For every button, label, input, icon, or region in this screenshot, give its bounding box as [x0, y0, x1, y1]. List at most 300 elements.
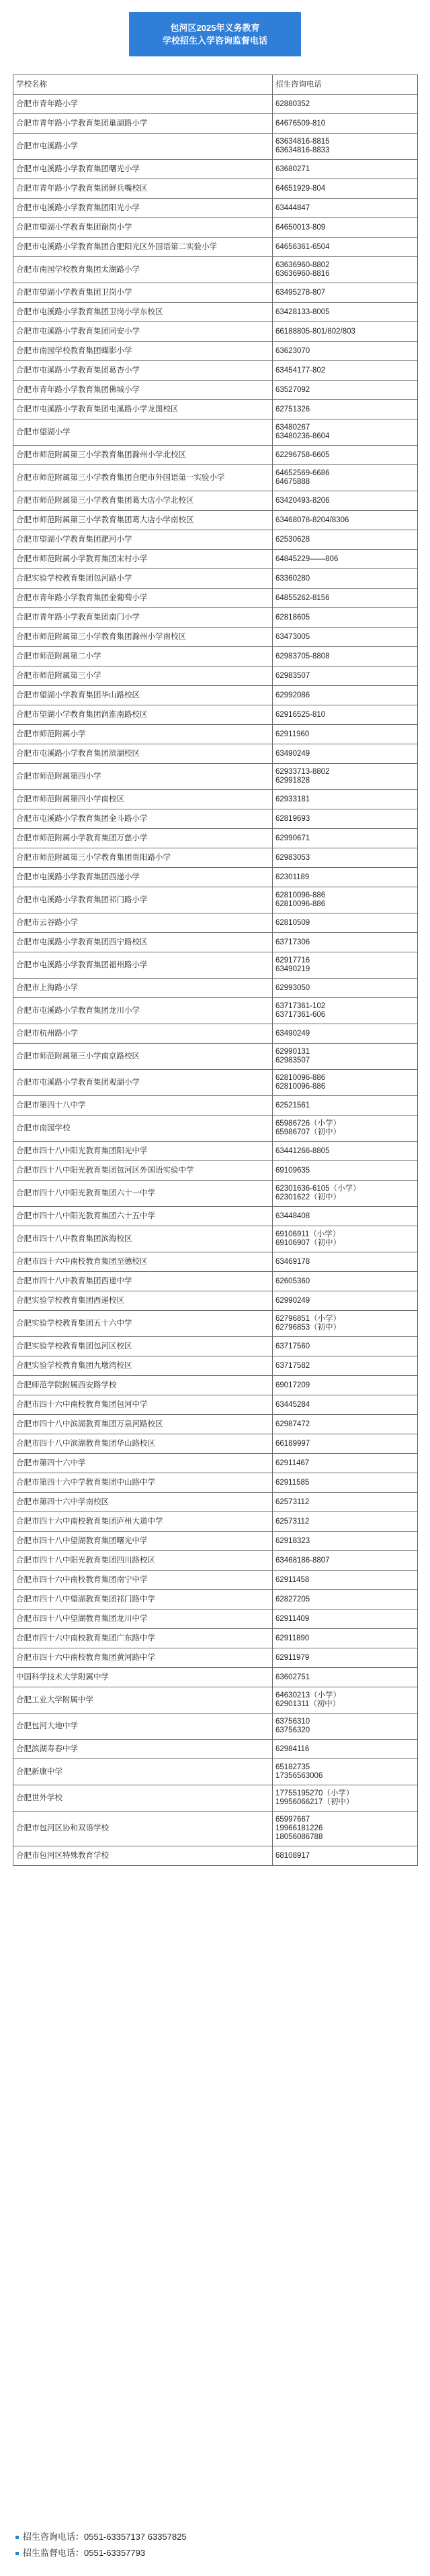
school-name-cell: 合肥市包河区特殊教育学校 [13, 1846, 273, 1866]
table-row [13, 1785, 418, 1812]
school-name-cell: 合肥市望湖小学 [13, 419, 273, 446]
phone-number: 65182735 [275, 1763, 310, 1771]
phone-cell [273, 1812, 418, 1846]
phone-number: 63756310 [275, 1718, 310, 1726]
phone-number: 64845229——806 [275, 554, 339, 563]
table-row [13, 1648, 418, 1668]
school-name-cell: 合肥市四十八中教育集团滨海校区 [13, 1226, 273, 1252]
school-name-cell: 合肥实验学校教育集团西递校区 [13, 1291, 273, 1311]
school-name-cell: 合肥市四十六中南校教育集团庐州大道中学 [13, 1512, 273, 1532]
table-row [13, 913, 418, 933]
table-row [13, 1512, 418, 1532]
phone-number: 62810096-886 [275, 1083, 326, 1091]
table-row [13, 342, 418, 361]
phone-cell [273, 1044, 418, 1070]
table-row [13, 647, 418, 666]
table-row [13, 465, 418, 491]
phone-cell [273, 1395, 418, 1415]
school-name-cell: 合肥市云谷路小学 [13, 913, 273, 933]
phone-number: 63636960-8802 [275, 261, 330, 269]
school-name-cell: 合肥市师范附属第三小学教育集团贵阳路小学 [13, 848, 273, 868]
title-line-2: 学校招生入学咨询监督电话 [162, 36, 267, 46]
table-row [13, 1714, 418, 1740]
consult-numbers: 0551-63357137 63357825 [84, 2532, 187, 2542]
phone-number: 62301189 [275, 873, 310, 881]
school-name-cell: 合肥市南园学校 [13, 1116, 273, 1142]
school-name-cell: 合肥市四十八中阳光教育集团包河区外国语实验中学 [13, 1161, 273, 1181]
table-row [13, 283, 418, 303]
table-row [13, 868, 418, 887]
table-row [13, 1207, 418, 1226]
phone-number: 62991828 [275, 777, 310, 785]
phone-cell [273, 1759, 418, 1785]
phone-number: 63448408 [275, 1211, 310, 1220]
phone-cell [273, 1551, 418, 1571]
phone-number: 62301636-6105（小学） [275, 1185, 361, 1193]
phone-number: 69106911（小学） [275, 1230, 341, 1238]
table-row [13, 666, 418, 686]
table-row [13, 1609, 418, 1629]
phone-number: 62918323 [275, 1536, 310, 1545]
phone-number: 64652569-6686 [275, 469, 330, 477]
footer-contacts [15, 2529, 187, 2561]
phone-number: 63717582 [275, 1361, 310, 1370]
table-row [13, 1846, 418, 1866]
school-name-cell: 合肥市青年路小学教育集团巢湖路小学 [13, 114, 273, 134]
table-row [13, 530, 418, 550]
phone-number: 69017209 [275, 1381, 310, 1389]
phone-cell [273, 1181, 418, 1207]
table-row [13, 1571, 418, 1590]
school-name-cell: 合肥市师范附属第三小学教育集团合肥市外国语第一实验小学 [13, 465, 273, 491]
phone-number: 63490249 [275, 749, 310, 758]
school-name-cell: 合肥市屯溪路小学教育集团西宁路校区 [13, 933, 273, 952]
phone-number: 62984116 [275, 1744, 310, 1753]
phone-number: 63717361-102 [275, 1002, 326, 1010]
phone-number: 62810096-886 [275, 891, 326, 899]
school-name-cell: 合肥师范学院附属西安路学校 [13, 1376, 273, 1395]
school-name-cell: 合肥市师范附属小学教育集团万慈小学 [13, 829, 273, 848]
table-row [13, 1759, 418, 1785]
phone-cell [273, 1473, 418, 1493]
phone-number: 63490249 [275, 1029, 310, 1038]
phone-cell [273, 998, 418, 1024]
supervise-number: 0551-63357793 [84, 2548, 146, 2558]
table-row [13, 218, 418, 238]
school-name-cell: 合肥工业大学附属中学 [13, 1687, 273, 1714]
phone-number: 62916525-810 [275, 710, 326, 719]
phone-cell [273, 199, 418, 218]
phone-number: 64676509-810 [275, 119, 326, 128]
phone-cell [273, 1207, 418, 1226]
table-row [13, 569, 418, 589]
school-name-cell: 合肥市南园学校教育集团太湖路小学 [13, 257, 273, 283]
table-row [13, 1070, 418, 1096]
school-name-cell: 合肥市屯溪路小学教育集团阳光小学 [13, 199, 273, 218]
phone-cell [273, 1337, 418, 1356]
phone-cell [273, 790, 418, 809]
phone-number: 63468078-8204/8306 [275, 515, 349, 524]
table-row [13, 1142, 418, 1161]
school-name-cell: 合肥市上海路小学 [13, 979, 273, 998]
school-name-cell: 合肥市四十八中阳光教育集团六十一中学 [13, 1181, 273, 1207]
phone-cell [273, 1714, 418, 1740]
school-name-cell: 合肥市第四十六中学南校区 [13, 1493, 273, 1512]
phone-number: 62810096-886 [275, 900, 326, 908]
table-row [13, 114, 418, 134]
school-name-cell: 合肥市屯溪路小学教育集团祁门路小学 [13, 887, 273, 913]
table-row [13, 979, 418, 998]
phone-cell [273, 1161, 418, 1181]
phone-number: 62573112 [275, 1517, 310, 1526]
phone-cell [273, 446, 418, 465]
school-name-cell: 合肥市屯溪路小学教育集团屯溪路小学龙图校区 [13, 400, 273, 419]
phone-cell [273, 589, 418, 608]
phone-number: 62933181 [275, 795, 310, 803]
table-row [13, 134, 418, 160]
phone-cell [273, 322, 418, 342]
phone-number: 62983053 [275, 853, 310, 862]
school-name-cell: 合肥市望湖小学教育集团卫岗小学 [13, 283, 273, 303]
phone-cell [273, 887, 418, 913]
phone-cell [273, 1311, 418, 1337]
table-header-row [13, 75, 418, 95]
phone-cell [273, 95, 418, 114]
phone-number: 63480236-8604 [275, 432, 330, 440]
table-row [13, 790, 418, 809]
phone-cell [273, 1740, 418, 1759]
table-row [13, 419, 418, 446]
school-name-cell: 合肥市屯溪路小学教育集团葛杏小学 [13, 361, 273, 381]
school-name-cell: 合肥市四十八中望湖教育集团曙光中学 [13, 1532, 273, 1551]
school-name-cell: 合肥市青年路小学 [13, 95, 273, 114]
phone-cell [273, 361, 418, 381]
supervise-phone-line [15, 2545, 187, 2561]
phone-number: 62983507 [275, 671, 310, 680]
phone-cell [273, 491, 418, 511]
phone-cell [273, 1116, 418, 1142]
phone-number: 62990249 [275, 1296, 310, 1305]
table-row [13, 1473, 418, 1493]
school-name-cell: 合肥市四十六中南校教育集团南宁中学 [13, 1571, 273, 1590]
table-row [13, 322, 418, 342]
phone-cell [273, 1272, 418, 1291]
phone-number: 63454177-802 [275, 366, 326, 375]
phone-number: 63490219 [275, 965, 310, 973]
phone-cell [273, 511, 418, 530]
phone-number: 63717560 [275, 1342, 310, 1350]
phone-number: 62911890 [275, 1634, 310, 1642]
table-row [13, 303, 418, 322]
phone-number: 63444847 [275, 203, 310, 212]
phone-number: 63480267 [275, 424, 310, 432]
school-name-cell: 合肥市师范附属第三小学教育集团滁州小学北校区 [13, 446, 273, 465]
table-row [13, 1356, 418, 1376]
table-row [13, 361, 418, 381]
phone-cell [273, 1648, 418, 1668]
table-row [13, 1024, 418, 1044]
phone-number: 63636960-8816 [275, 270, 330, 278]
phone-number: 62573112 [275, 1497, 310, 1506]
phone-cell [273, 238, 418, 257]
phone-number: 62819693 [275, 814, 310, 823]
phone-number: 62911467 [275, 1458, 310, 1467]
phone-number: 62992086 [275, 691, 310, 699]
phone-number: 62810096-886 [275, 1074, 326, 1082]
school-name-cell: 合肥市第四十六中学教育集团中山路中学 [13, 1473, 273, 1493]
phone-number: 63527092 [275, 385, 310, 394]
phone-number: 63634816-8833 [275, 146, 330, 154]
phone-number: 62987472 [275, 1420, 310, 1428]
phone-cell [273, 1142, 418, 1161]
phone-number: 63602751 [275, 1673, 310, 1681]
phone-cell [273, 1846, 418, 1866]
phone-number: 63445284 [275, 1400, 310, 1409]
table-row [13, 1415, 418, 1434]
phone-number: 62911458 [275, 1575, 310, 1584]
phone-number: 62296758-6605 [275, 450, 330, 459]
phone-cell [273, 114, 418, 134]
school-name-cell: 合肥市四十六中南校教育集团至德校区 [13, 1252, 273, 1272]
table-row [13, 238, 418, 257]
phone-number: 65997667 [275, 1816, 310, 1824]
phone-cell [273, 1532, 418, 1551]
school-name-cell: 合肥市师范附属第四小学南校区 [13, 790, 273, 809]
school-name-cell: 合肥市青年路小学教育集团鲜兵嘴校区 [13, 179, 273, 199]
phone-number: 62827205 [275, 1595, 310, 1603]
phone-cell [273, 1687, 418, 1714]
table-row [13, 160, 418, 179]
school-name-cell: 合肥实验学校教育集团五十六中学 [13, 1311, 273, 1337]
phone-cell [273, 933, 418, 952]
school-name-cell: 合肥市师范附属小学教育集团宋村小学 [13, 550, 273, 569]
supervise-label: 招生监督电话： [23, 2548, 85, 2558]
page-title [129, 12, 301, 56]
school-name-cell: 合肥市屯溪路小学教育集团观湖小学 [13, 1070, 273, 1096]
school-name-cell: 合肥市第四十六中学 [13, 1454, 273, 1473]
school-name-cell: 中国科学技术大学附属中学 [13, 1668, 273, 1687]
table-row [13, 1337, 418, 1356]
phone-cell [273, 381, 418, 400]
table-row [13, 1096, 418, 1116]
school-name-cell: 合肥市望湖小学教育集团淝河小学 [13, 530, 273, 550]
school-name-cell: 合肥市四十八中教育集团西递中学 [13, 1272, 273, 1291]
phone-number: 65986707（初中） [275, 1128, 341, 1136]
phone-cell [273, 1376, 418, 1395]
table-row [13, 952, 418, 979]
phone-number: 63717361-606 [275, 1011, 326, 1019]
phone-number: 62983705-8808 [275, 652, 330, 660]
table-row [13, 848, 418, 868]
school-name-cell: 合肥市屯溪路小学教育集团龙川小学 [13, 998, 273, 1024]
phone-number: 62911960 [275, 730, 310, 738]
school-name-cell: 合肥市师范附属第四小学 [13, 764, 273, 790]
school-name-cell: 合肥市望湖小学教育集团谢岗小学 [13, 218, 273, 238]
school-name-cell: 合肥市四十八中滨湖教育集团万泉河路校区 [13, 1415, 273, 1434]
table-row [13, 933, 418, 952]
table-row [13, 1376, 418, 1395]
table-row [13, 829, 418, 848]
bullet-icon [15, 2536, 19, 2539]
phone-number: 63428133-8005 [275, 307, 330, 316]
school-name-cell: 合肥市四十八中滨湖教育集团华山路校区 [13, 1434, 273, 1454]
phone-number: 62911979 [275, 1653, 310, 1662]
phone-cell [273, 1291, 418, 1311]
phone-cell [273, 400, 418, 419]
school-name-cell: 合肥市屯溪路小学 [13, 134, 273, 160]
table-row [13, 1044, 418, 1070]
table-body [13, 95, 418, 1866]
phone-cell [273, 257, 418, 283]
table-row [13, 1687, 418, 1714]
table-row [13, 179, 418, 199]
table-row [13, 628, 418, 647]
table-row [13, 809, 418, 829]
phone-number: 62810509 [275, 918, 310, 927]
school-name-cell: 合肥市四十八中阳光教育集团四川路校区 [13, 1551, 273, 1571]
school-name-cell: 合肥市第四十八中学 [13, 1096, 273, 1116]
table-row [13, 491, 418, 511]
phone-number: 63441266-8805 [275, 1146, 330, 1155]
phone-cell [273, 1512, 418, 1532]
school-name-cell: 合肥实验学校教育集团九墩湾校区 [13, 1356, 273, 1376]
phone-number: 68108917 [275, 1851, 310, 1860]
phone-number: 63468186-8807 [275, 1556, 330, 1565]
school-name-cell: 合肥市四十八中望湖教育集团龙川中学 [13, 1609, 273, 1629]
phone-number: 62990131 [275, 1048, 310, 1056]
phone-number: 62880352 [275, 99, 310, 108]
school-name-cell: 合肥市师范附属第二小学 [13, 647, 273, 666]
school-name-cell: 合肥市望湖小学教育集团润淮南路校区 [13, 705, 273, 725]
consult-phone-line [15, 2529, 187, 2545]
school-name-cell: 合肥市师范附属第三小学教育集团葛大店小学北校区 [13, 491, 273, 511]
school-name-cell: 合肥市四十六中南校教育集团黄河路中学 [13, 1648, 273, 1668]
phone-cell [273, 1668, 418, 1687]
phone-cell [273, 1024, 418, 1044]
phone-number: 69106907（初中） [275, 1239, 341, 1247]
school-name-cell: 合肥市师范附属第三小学教育集团滁州小学南校区 [13, 628, 273, 647]
table-row [13, 1551, 418, 1571]
title-line-1: 包河区2025年义务教育 [170, 23, 260, 33]
school-phone-table [13, 75, 418, 1866]
phone-cell [273, 647, 418, 666]
table-row [13, 1161, 418, 1181]
phone-cell [273, 419, 418, 446]
phone-number: 63623070 [275, 346, 310, 355]
school-name-cell: 合肥市杭州路小学 [13, 1024, 273, 1044]
phone-number: 62521561 [275, 1101, 310, 1109]
phone-cell [273, 465, 418, 491]
phone-cell [273, 809, 418, 829]
phone-cell [273, 569, 418, 589]
phone-cell [273, 1252, 418, 1272]
table-row [13, 550, 418, 569]
phone-cell [273, 283, 418, 303]
phone-cell [273, 764, 418, 790]
phone-number: 62818605 [275, 613, 310, 622]
phone-cell [273, 342, 418, 361]
phone-number: 63469178 [275, 1257, 310, 1266]
phone-cell [273, 1356, 418, 1376]
table-row [13, 725, 418, 744]
column-header-school: 学校名称 [13, 75, 273, 95]
phone-cell [273, 1629, 418, 1648]
phone-number: 19966181226 [275, 1824, 323, 1832]
school-name-cell: 合肥市青年路小学教育集团金葡萄小学 [13, 589, 273, 608]
phone-cell [273, 134, 418, 160]
school-name-cell: 合肥市四十六中南校教育集团包河中学 [13, 1395, 273, 1415]
table-row [13, 400, 418, 419]
phone-cell [273, 1454, 418, 1473]
phone-number: 66188805-801/802/803 [275, 327, 355, 336]
phone-cell [273, 666, 418, 686]
phone-number: 64675888 [275, 478, 310, 486]
table-row [13, 887, 418, 913]
phone-cell [273, 744, 418, 764]
school-name-cell: 合肥市包河区协和双语学校 [13, 1812, 273, 1846]
phone-cell [273, 1609, 418, 1629]
phone-number: 62796853（初中） [275, 1324, 341, 1332]
table-row [13, 199, 418, 218]
phone-number: 62751326 [275, 405, 310, 413]
phone-cell [273, 160, 418, 179]
phone-number: 63473005 [275, 632, 310, 641]
school-name-cell: 合肥市师范附属第三小学教育集团葛大店小学南校区 [13, 511, 273, 530]
school-name-cell: 合肥市师范附属第三小学 [13, 666, 273, 686]
school-name-cell: 合肥市屯溪路小学教育集团合肥阳光区外国语第二实验小学 [13, 238, 273, 257]
phone-cell [273, 628, 418, 647]
phone-number: 65986726（小学） [275, 1120, 341, 1128]
phone-number: 62301622（初中） [275, 1193, 341, 1201]
school-name-cell: 合肥实验学校教育集团包河区校区 [13, 1337, 273, 1356]
column-header-phone: 招生咨询电话 [273, 75, 418, 95]
table-row [13, 1434, 418, 1454]
school-name-cell: 合肥世外学校 [13, 1785, 273, 1812]
phone-cell [273, 686, 418, 705]
school-name-cell: 合肥市望湖小学教育集团华山路校区 [13, 686, 273, 705]
table-row [13, 1272, 418, 1291]
table-row [13, 1532, 418, 1551]
phone-cell [273, 1415, 418, 1434]
phone-number: 62993050 [275, 983, 310, 992]
phone-number: 64651929-804 [275, 184, 326, 193]
school-name-cell: 合肥市屯溪路小学教育集团滨湖校区 [13, 744, 273, 764]
phone-cell [273, 725, 418, 744]
phone-number: 18056086788 [275, 1833, 323, 1841]
phone-number: 17755195270（小学） [275, 1789, 354, 1797]
table-row [13, 1395, 418, 1415]
phone-number: 62911409 [275, 1614, 310, 1623]
phone-cell [273, 1571, 418, 1590]
school-name-cell: 合肥市屯溪路小学教育集团金斗路小学 [13, 809, 273, 829]
phone-cell [273, 1590, 418, 1609]
bullet-icon [15, 2552, 19, 2555]
phone-cell [273, 179, 418, 199]
phone-number: 69109635 [275, 1166, 310, 1175]
phone-number: 64855262-8156 [275, 593, 330, 602]
phone-cell [273, 608, 418, 628]
table-row [13, 1252, 418, 1272]
phone-number: 63495278-807 [275, 288, 326, 297]
phone-number: 63360280 [275, 574, 310, 583]
table-row [13, 589, 418, 608]
phone-cell [273, 1493, 418, 1512]
phone-cell [273, 1434, 418, 1454]
table-row [13, 1812, 418, 1846]
phone-cell [273, 303, 418, 322]
phone-cell [273, 952, 418, 979]
phone-cell [273, 1070, 418, 1096]
